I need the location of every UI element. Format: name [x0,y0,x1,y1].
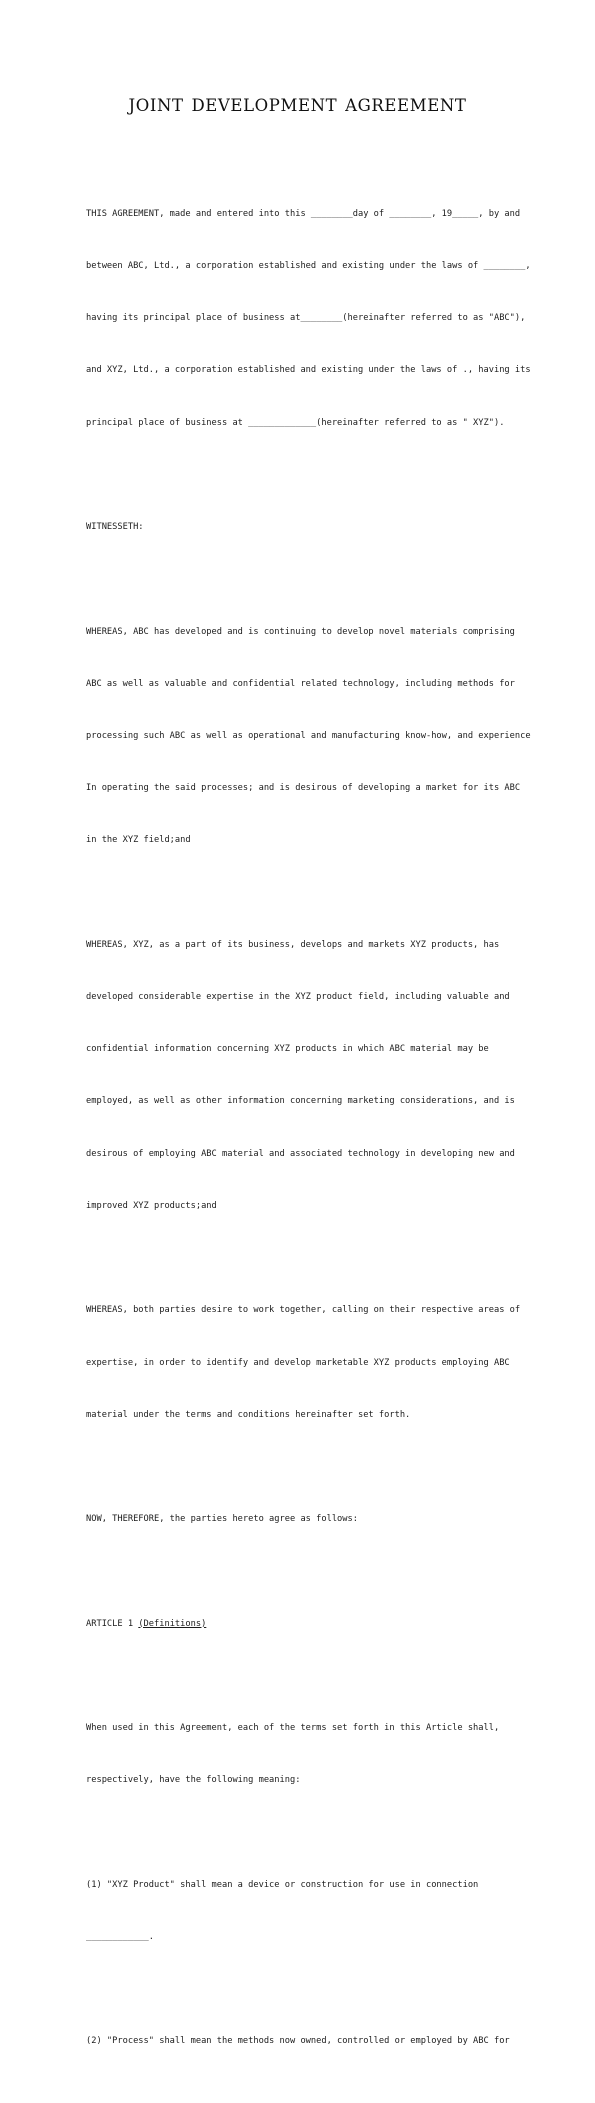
whereas-line: confidential information concerning XYZ products in which ABC material may be [86,1044,489,1055]
whereas-line: in the XYZ field;and [86,835,191,846]
whereas-line: ABC as well as valuable and confidential related technology, including methods for [86,678,515,689]
whereas-paragraph-1 [86,589,531,885]
definition-line: (1) "XYZ Product" shall mean a device or construction for use in connection [86,1879,479,1890]
definitions-intro-line: When used in this Agreement, each of the terms set forth in this Article shall, [86,1723,500,1734]
intro-line: THIS AGREEMENT, made and entered into this ________day of ________, 19_____, by and [86,208,521,219]
definition-2-paragraph [86,1999,512,2086]
article-heading-line [86,1616,512,1633]
definitions-intro-paragraph [86,1685,512,1824]
whereas-line: WHEREAS, ABC has developed and is continuing to develop novel materials comprising [86,626,515,637]
definition-line: (2) "Process" shall mean the methods now owned, controlled or employed by ABC for [86,2036,510,2047]
intro-line: having its principal place of business at________(hereinafter referred to as "ABC"), [86,313,526,324]
witnesseth-text: WITNESSETH: [86,522,144,533]
whereas-line: material under the terms and conditions hereinafter set forth. [86,1409,411,1420]
definitions-intro-line: respectively, have the following meaning: [86,1775,301,1786]
definition-line: ____________. [86,1931,154,1942]
whereas-line: WHEREAS, both parties desire to work together, calling on their respective areas of [86,1305,521,1316]
definition-1-paragraph [86,1842,512,1981]
whereas-line: In operating the said processes; and is desirous of developing a market for its ABC [86,783,521,794]
intro-line: and XYZ, Ltd., a corporation established and existing under the laws of ., having its [86,365,531,376]
article-1-heading [86,1581,512,1668]
intro-line: between ABC, Ltd., a corporation established and existing under the laws of ________, [86,261,531,272]
whereas-line: processing such ABC as well as operational and manufacturing know-how, and experience [86,730,531,741]
whereas-line: WHEREAS, XYZ, as a part of its business, develops and markets XYZ products, has [86,939,500,950]
whereas-paragraph-3 [86,1268,521,1459]
intro-line: principal place of business at _____________(hereinafter referred to as " XYZ"). [86,417,505,428]
document-title: JOINT DEVELOPMENT AGREEMENT [128,96,467,115]
whereas-line: desirous of employing ABC material and associated technology in developing new and [86,1148,515,1159]
document-body [86,171,531,2103]
intro-paragraph [86,171,531,467]
whereas-line: developed considerable expertise in the XYZ product field, including valuable and [86,992,510,1003]
now-therefore-text: NOW, THEREFORE, the parties hereto agree as follows: [86,1514,358,1525]
whereas-line: improved XYZ products;and [86,1200,217,1211]
article-number: ARTICLE 1 [86,1618,139,1629]
now-therefore-paragraph [86,1476,512,1563]
whereas-line: expertise, in order to identify and develop marketable XYZ products employing ABC [86,1357,510,1368]
article-title: (Definitions) [138,1618,207,1629]
whereas-paragraph-2 [86,902,515,1250]
whereas-line: employed, as well as other information concerning marketing considerations, and is [86,1096,515,1107]
witnesseth-heading [86,484,512,571]
